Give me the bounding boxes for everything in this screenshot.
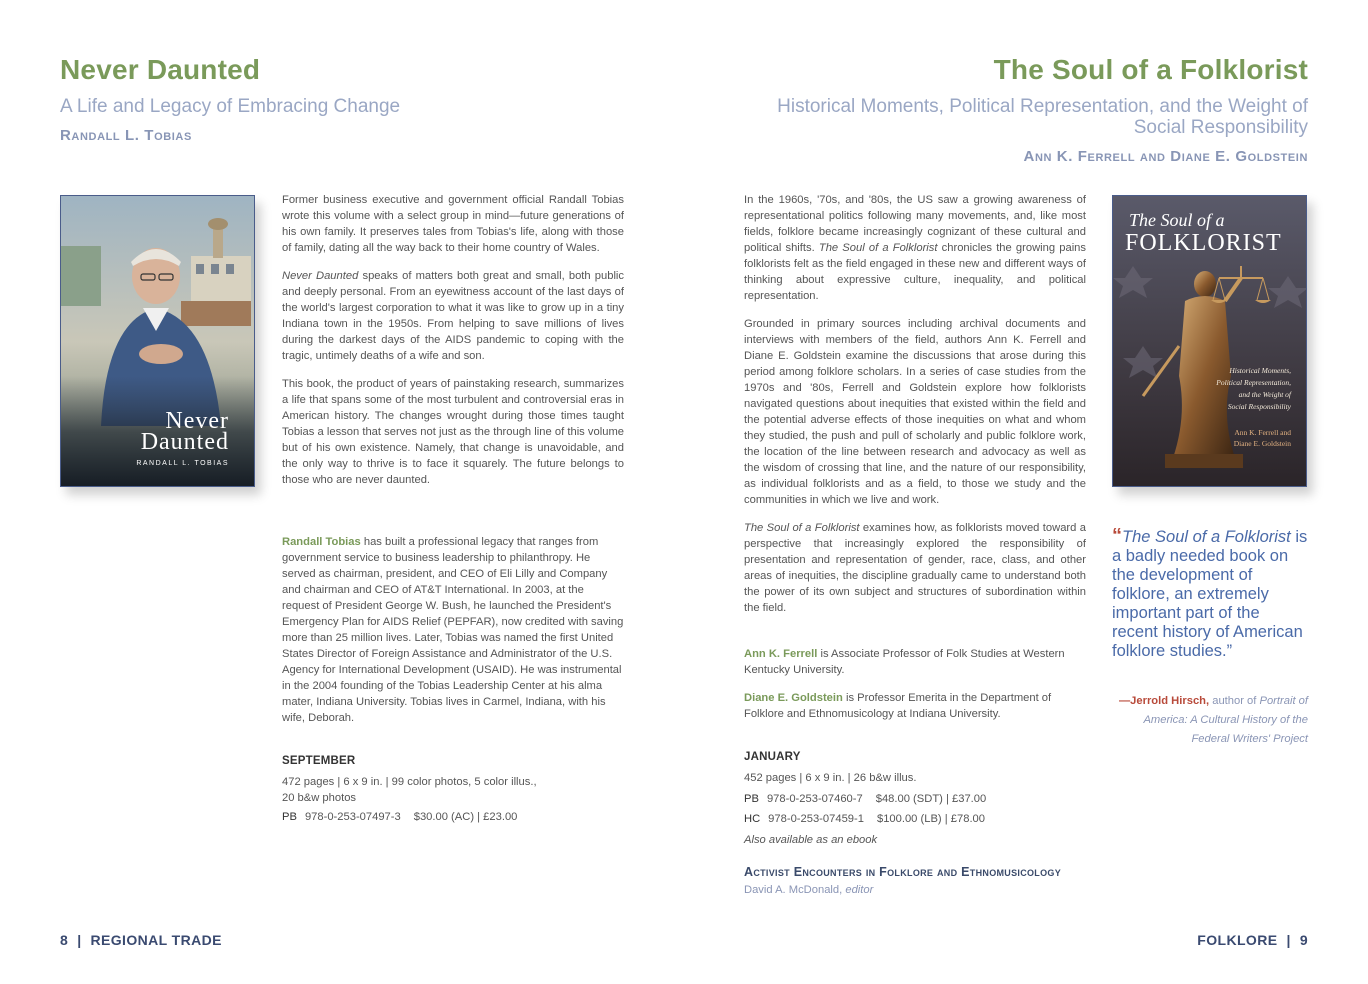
bio-ferrell: Ann K. Ferrell is Associate Professor of Folk Studies at Western Kentucky University. (744, 648, 1065, 676)
left-description (282, 192, 624, 500)
cover-artwork (1113, 196, 1307, 487)
left-book-title: Never Daunted (60, 54, 261, 85)
left-paragraph-3: This book, the product of years of painstaking research, summarizes a life that spans some of the most turbulent and controversial eras in American history. The changes wrought during those times taught Tobias a lesson that serves not just as the through line of this volume but of his own existence. Namely, that change is unavoidable, and the only way to thrive is to face it squarely. The future belongs to those who are never daunted. (282, 378, 624, 486)
left-paragraph-2: Never Daunted speaks of matters both great and small, both public and deeply personal. From an eyewitness account of the last days of the world's largest corporation to what it was like to grow up in a tiny Indiana town in the 1950s. From helping to save millions of lives during the darkest days of the AIDS pandemic to coping with the tragic, untimely deaths of a wife and son. (282, 270, 625, 362)
right-edition-hc: HC 978-0-253-07459-1 $100.00 (LB) | £78.00 (744, 813, 985, 825)
left-book-subtitle: A Life and Legacy of Embracing Change (60, 96, 401, 117)
cover-painting (61, 196, 255, 487)
right-paragraph-2: Grounded in primary sources including archival documents and interviews with members of the field, authors Ann K. Ferrell and Diane E. Goldstein examine the discussions that arose during this period among folklore scholars. In a series of case studies from the 1970s and '80s, Ferrell and Goldstein explore how folklorists navigated questions about inequities that existed within the field and the potential adverse effects of those inequities on what and whom they studied, the push and pull of scholarly and public folklore work, the location of the line between research and advocacy as well as the wisdom of crossing that line, and the nature of our responsibility, as individual folklorists and as a field, to those we study and the communities in which we live and work. (744, 318, 1086, 506)
right-author-bios (744, 646, 1086, 734)
cover-subtitle-4: Social Responsibility (1227, 402, 1291, 411)
left-author-bio: Randall Tobias has built a professional legacy that ranges from government service to business leadership to philanthropy. He served as chairman, president, and CEO of Eli Lilly and Company and chairman and CEO of AT&T International. In 2003, at the request of President George W. Bush, he launched the President's Emergency Plan for AIDS Relief (PEPFAR), now credited with saving more than 25 million lives. Later, Tobias was named the first United States Director of Foreign Assistance and Administrator of the U.S. Agency for International Development (USAID). He was instrumental in the 2004 founding of the Tobias Leadership Center at his alma mater, Indiana University. Tobias lives in Carmel, Indiana, with his wife, Deborah. (282, 536, 624, 724)
cover-title-line2: Daunted (140, 429, 229, 455)
soul-of-a-folklorist-cover (1112, 195, 1307, 487)
left-footer: 8 | REGIONAL TRADE (60, 932, 222, 948)
bio-author-name: Randall Tobias (282, 536, 361, 548)
series-editor: David A. McDonald, editor (744, 884, 874, 896)
bio-goldstein: Diane E. Goldstein is Professor Emerita in the Department of Folklore and Ethnomusicology at Indiana University. (744, 692, 1052, 720)
series-title: Activist Encounters in Folklore and Ethnomusicology (744, 865, 1061, 879)
cover-subtitle-2: Political Representation, (1216, 378, 1291, 387)
right-book-title: The Soul of a Folklorist (993, 54, 1308, 85)
cover-subtitle-3: and the Weight of (1238, 390, 1291, 399)
pull-quote: “The Soul of a Folklorist is a badly needed book on the development of folklore, an extremely important part of the recent history of American folklore studies.” (1112, 525, 1308, 660)
left-paragraph-1: Former business executive and government official Randall Tobias wrote this volume with a select group in mind—future generations of his own family. It preserves tales from Tobias's life, along with those of family, dating all the way back to their home country of Wales. (282, 194, 624, 254)
cover-title-line2: FOLKLORIST (1125, 230, 1282, 256)
right-book-authors: Ann K. Ferrell and Diane E. Goldstein (1023, 148, 1308, 165)
right-description (744, 192, 1086, 628)
left-specs: 472 pages | 6 x 9 in. | 99 color photos, 5 color illus., 20 b&w photos (282, 776, 537, 804)
right-footer: FOLKLORE | 9 (1197, 932, 1308, 948)
right-paragraph-3: The Soul of a Folklorist examines how, as folklorists moved toward a perspective that increasingly explored the responsibility of presentation and representation of gender, race, class, and other areas of inequities, the discipline gradually came to understand both the power of its own subject and structures of subordination within the field. (744, 522, 1086, 614)
cover-title-line1: Never (165, 408, 229, 434)
right-section-label: FOLKLORE (1197, 932, 1278, 948)
quote-mark-icon: “ (1112, 525, 1122, 547)
cover-title-line1: The Soul of a (1129, 210, 1225, 230)
right-book-subtitle: Historical Moments, Political Representation, and the Weight of Social Responsibility (777, 96, 1308, 138)
left-section-label: REGIONAL TRADE (90, 932, 222, 948)
right-page-number: 9 (1299, 932, 1308, 948)
right-edition-pb: PB 978-0-253-07460-7 $48.00 (SDT) | £37.00 (744, 793, 987, 805)
never-daunted-cover (60, 195, 255, 487)
quote-attribution: —Jerrold Hirsch, author of Portrait of America: A Cultural History of the Federal Writers' Project (1118, 695, 1308, 745)
left-page-number: 8 (60, 932, 69, 948)
right-pub-month: JANUARY (744, 751, 801, 763)
left-edition-pb: PB 978-0-253-07497-3 $30.00 (AC) | £23.00 (282, 811, 518, 823)
cover-author: RANDALL L. TOBIAS (136, 460, 229, 467)
left-book-author: Randall L. Tobias (60, 127, 192, 144)
cover-authors-2: Diane E. Goldstein (1233, 439, 1291, 448)
cover-subtitle-1: Historical Moments, (1229, 366, 1291, 375)
right-specs: 452 pages | 6 x 9 in. | 26 b&w illus. (744, 772, 917, 784)
cover-authors-1: Ann K. Ferrell and (1234, 428, 1291, 437)
left-pub-month: SEPTEMBER (282, 755, 356, 767)
right-paragraph-1: In the 1960s, '70s, and '80s, the US saw a growing awareness of representational politics following many movements, and, like most fields, folklore became increasingly cognizant of these cultural and political shifts. The Soul of a Folklorist chronicles the growing pains folklorists felt as the field engaged in these new and different ways of thinking about expressive culture, inequality, and political representation. (744, 194, 1086, 302)
ebook-note: Also available as an ebook (744, 834, 878, 846)
